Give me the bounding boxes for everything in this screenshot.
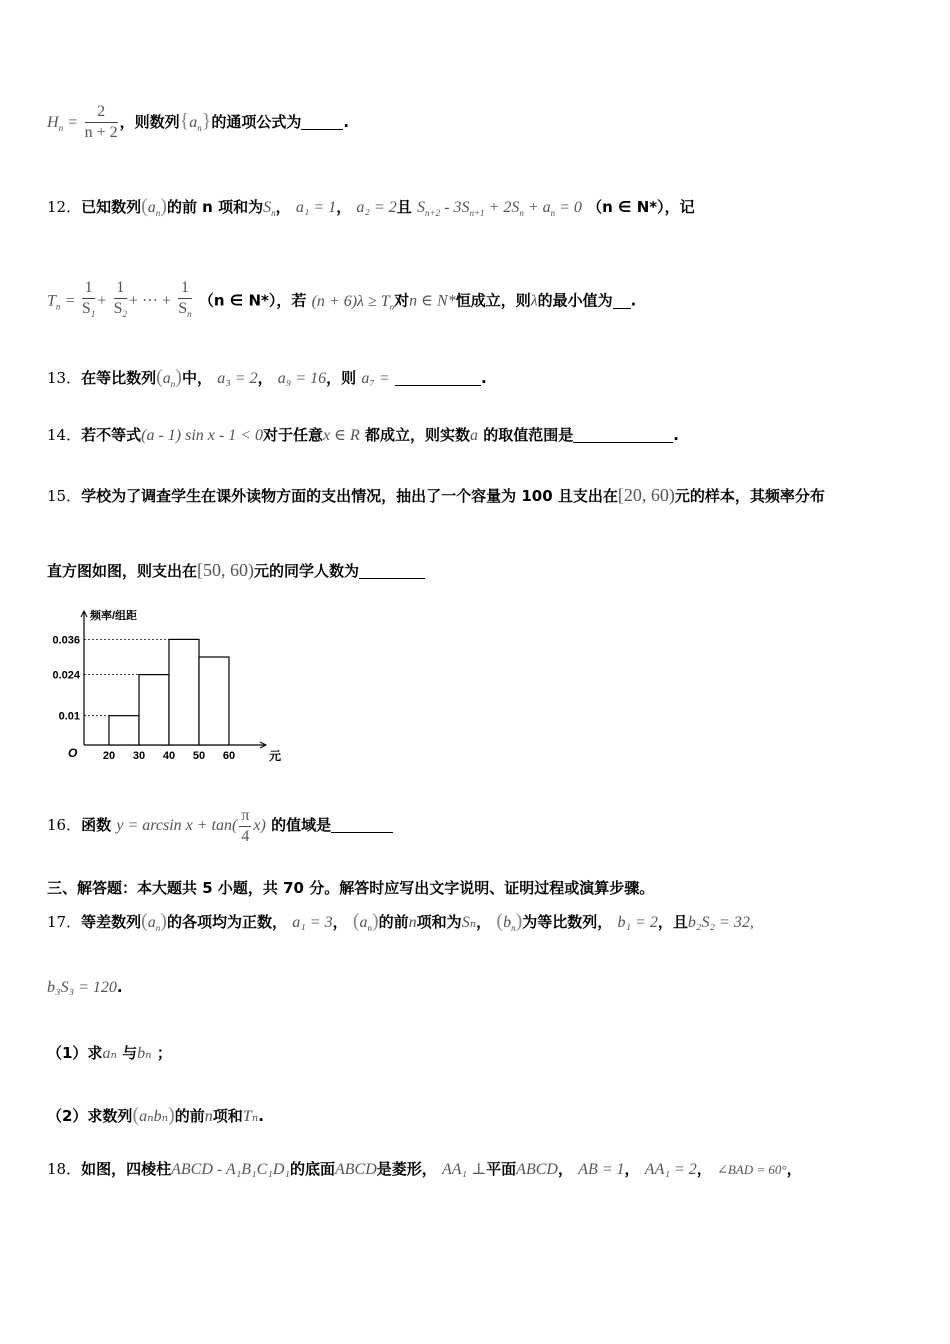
hn-lhs: H (47, 114, 59, 131)
q12-line2: $T_n$ = $\frac{1}{S_1}$ + $\frac{1}{S_2}$ + ··· + $\frac{1}{S_n}$ （n ∈ N*），若 $(n + 6)\lambda \ge T_n$对n ∈ N*恒成立，则λ的最小值为 . (47, 279, 637, 319)
histogram-bar (139, 675, 169, 745)
q14: 14．若不等式(a - 1) sin x - 1 < 0对于任意x ∈ R 都成立，则实数a 的取值范围是 . (47, 426, 679, 444)
histogram-bar (169, 639, 199, 745)
line-hn-formula: $H_n$ = $\frac{2}{n + 2}$ ，则数列$\{a_n\}$的通项公式为 . (47, 103, 350, 141)
answer-blank-hn[interactable] (301, 129, 343, 130)
q14-inequality: (a - 1) sin x - 1 < 0 (141, 427, 263, 444)
histogram-bar (199, 657, 229, 745)
answer-blank-q15[interactable] (359, 578, 425, 579)
hn-sub: n (58, 123, 64, 133)
q17-line2: b₃S₃ = 120. (47, 978, 123, 996)
x-tick-label: 50 (192, 750, 206, 762)
x-tick-label: 40 (162, 750, 176, 762)
q15-line1: 15．学校为了调查学生在课外读物方面的支出情况，抽出了一个容量为 100 且支出在[20, 60)元的样本，其频率分布 (47, 485, 825, 505)
q17-part1: （1）求aₙ 与bₙ ； (47, 1044, 172, 1062)
hn-numerator: 2 (85, 102, 118, 123)
q12-number: 12． (47, 198, 82, 216)
q12-cond: （n ∈ N*），记 (587, 198, 695, 216)
q12-inequality: $(n + 6)\lambda \ge T_n$ (311, 292, 395, 312)
q17-part2: （2）求数列(aₙbₙ)的前n项和Tₙ. (47, 1104, 264, 1126)
section-3-title: 三、解答题：本大题共 5 小题，共 70 分。解答时应写出文字说明、证明过程或演算步骤。 (47, 879, 655, 897)
q12-recurrence: $S_{n+2} - 3S_{n+1} + 2S_n + a_n = 0$ (417, 199, 582, 218)
x-tick-label: 30 (132, 750, 146, 762)
x-tick-label: 60 (222, 750, 236, 762)
q12-line1: 12．已知数列$(a_n)$的前 n 项和为$S_n$， a₁ = 1， a₂ = 2且 $S_{n+2} - 3S_{n+1} + 2S_n + a_n = 0$ （n ∈ N*），记 (47, 195, 695, 218)
q18: 18．如图，四棱柱ABCD - A₁B₁C₁D₁的底面ABCD是菱形， AA₁ ⊥平面ABCD， AB = 1， AA₁ = 2， ∠BAD = 60°， (47, 1160, 802, 1178)
y-tick-label: 0.036 (52, 634, 80, 647)
hn-text: ，则数列 (119, 113, 180, 131)
answer-blank-q14[interactable] (573, 442, 673, 443)
q12-cond1: a₁ = 1 (295, 199, 337, 216)
y-tick-label: 0.01 (58, 710, 80, 723)
q16: 16．函数 y = arcsin x + tan( $\frac{\pi}{4}$ x) 的值域是 (47, 806, 910, 847)
answer-blank-q12[interactable] (613, 308, 631, 309)
y-tick-label: 0.024 (52, 669, 80, 682)
hn-seq: a (189, 114, 198, 131)
x-tick-label: 20 (102, 750, 116, 762)
frequency-histogram (48, 603, 282, 771)
x-axis-label: 元 (269, 749, 282, 763)
origin-label: O (68, 746, 78, 760)
q17-line1: 17．等差数列$(a_n)$的各项均为正数， a₁ = 3， $(a_n)$的前n项和为Sₙ， $(b_n)$为等比数列， b₁ = 2，且b₂S₂ = 32, (47, 910, 754, 933)
answer-blank-q13[interactable] (395, 385, 481, 386)
q13: 13．在等比数列$(a_n)$中， a₃ = 2， a₉ = 16，则 a₇ = . (47, 366, 487, 389)
histogram-bar (109, 716, 139, 745)
q16-function: y = arcsin x + tan( $\frac{\pi}{4}$ x) (116, 807, 266, 845)
answer-blank-q16[interactable] (331, 832, 393, 833)
q12-cond2: a₂ = 2 (356, 199, 397, 216)
hn-fraction (85, 102, 118, 143)
hn-denominator: n + 2 (84, 124, 118, 141)
q15-line2: 直方图如图，则支出在[50, 60)元的同学人数为 (47, 560, 910, 581)
chart-title: 频率/组距 (90, 610, 138, 622)
hn-text2: 的通项公式为 (211, 113, 302, 131)
